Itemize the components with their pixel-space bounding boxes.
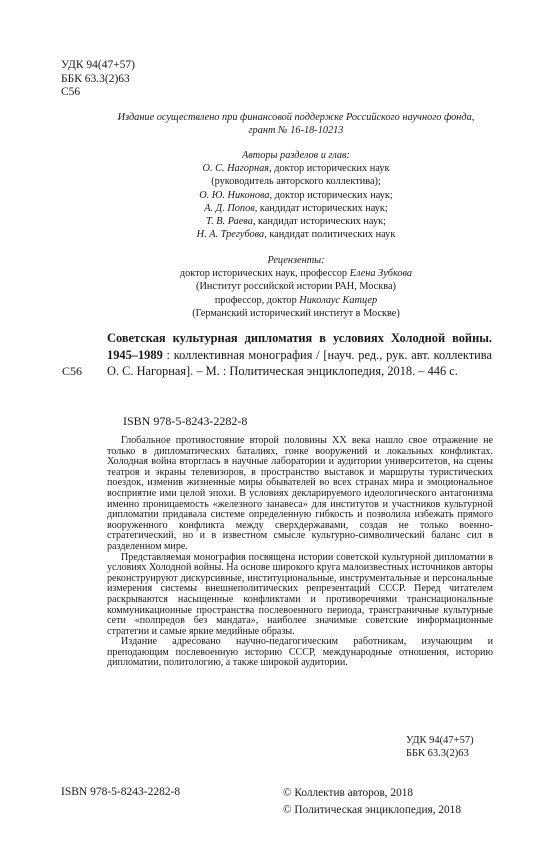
classification-codes [61,59,135,100]
reviewer-line: профессор, доктор Николаус Катцер [214,294,378,306]
copyright-line: © Политическая энциклопедия, 2018 [283,804,461,816]
book-title: Советская культурная дипломатия в условиях Холодной войны. 1945–1989 [107,331,492,362]
copyright-block [283,785,461,819]
footer-codes [406,734,474,760]
author-desc: , кандидат исторических наук; [252,216,386,228]
reviewer-line: (Германский исторический институт в Москве) [192,307,400,319]
author-desc: , доктор исторических наук; [269,189,393,201]
funding-line: Издание осуществлено при финансовой поддержке Российского научного фонда, [117,112,475,123]
author-line [100,189,492,202]
author-line [100,228,492,241]
funding-line: грант № 16-18-10213 [248,125,344,136]
bbk-code: ББК 63.3(2)63 [61,72,130,85]
author-name: Н. А. Трегубова [196,229,265,241]
funding-note [100,111,492,137]
reviewer-line: (Институт российской истории РАН, Москва) [196,281,396,293]
reviewer-line: доктор исторических наук, профессор Елена Зубкова [179,268,413,280]
udk-code: УДК 94(47+57) [61,59,136,71]
reviewer-name: Николаус Катцер [299,294,378,306]
abstract-paragraph: Издание адресовано научно-педагогическим работникам, изучающим и преподающим послевоенную историю СССР, международные отношения, историю дипломатии, политологию, а также широкой аудитории. [107,636,493,669]
footer-bbk: ББК 63.3(2)63 [406,748,469,759]
author-line [100,175,492,188]
reviewer-name: Елена Зубкова [349,268,413,280]
isbn: ISBN 978-5-8243-2282-8 [123,414,248,428]
abstract [107,436,493,669]
authors-heading: Авторы разделов и глав: [242,150,350,161]
bibliographic-record [107,330,492,380]
reviewers-block [100,254,492,320]
author-line [100,162,492,175]
cutter-code: С56 [61,86,81,98]
authors-block [100,149,492,241]
footer-udk: УДК 94(47+57) [406,735,474,746]
bib-details: : коллективная монография / [науч. ред., рук. авт. коллектива О. С. Нагорная]. – М. : Политическая энциклопедия, 2018. – 446 с. [107,347,492,379]
author-name: А. Д. Попов [204,202,255,214]
abstract-paragraph: Глобальное противостояние второй половины XX века нашло свое отражение не только в дипломатических баталиях, гонке вооружений и локальных конфликтах. Холодная война вторглась в научные лаборатории и аудитории университетов, на сцены театров и экраны телевизоров, в пространство выставок и маршруты туристических поездок, изменив жизненные миры обывателей во всех странах мира и эмоциональное восприятие ими целой эпохи. В условиях декларируемого идеологического антагонизма именно проницаемость «железного занавеса» для институтов и участников культурной дипломатии придавала системе определенную гибкость и позволила избежать прямого вооруженного конфликта между сверхдержавами, создав не только военно-стратегический, но и в известном смысле культурно-символический баланс сил в разделенном мире. [107,435,493,552]
author-line [100,202,492,215]
author-desc: , доктор исторических наук [269,163,390,175]
author-name: О. Ю. Никонова [199,189,270,201]
author-desc: , кандидат политических наук [264,229,396,241]
copyright-line: © Коллектив авторов, 2018 [283,787,414,799]
footer-isbn: ISBN 978-5-8243-2282-8 [61,786,181,798]
bib-cutter: С56 [62,364,83,378]
author-desc: , кандидат исторических наук; [254,202,388,214]
author-name: Т. В. Раева [206,216,253,228]
author-line [100,215,492,228]
abstract-paragraph: Представляемая монография посвящена истории советской культурной дипломатии в условиях Холодной войны. На основе широкого круга малоизвестных источников авторы реконструируют дискурсивные, институциональные, инструментальные и персональные измерения системы внешнеполитических репрезентаций СССР. Перед читателем раскрываются насыщенные конфликтами и противоречиями транснациональные коммуникационные пространства послевоенного периода, трансграничные культурные сети «полпредов без мандата», наиболее значимые советские информационные стратегии и самые яркие медийные образы. [107,551,493,637]
reviewers-heading: Рецензенты: [267,255,325,266]
author-desc: (руководитель авторского коллектива); [211,176,381,188]
author-name: О. С. Нагорная [202,163,270,175]
